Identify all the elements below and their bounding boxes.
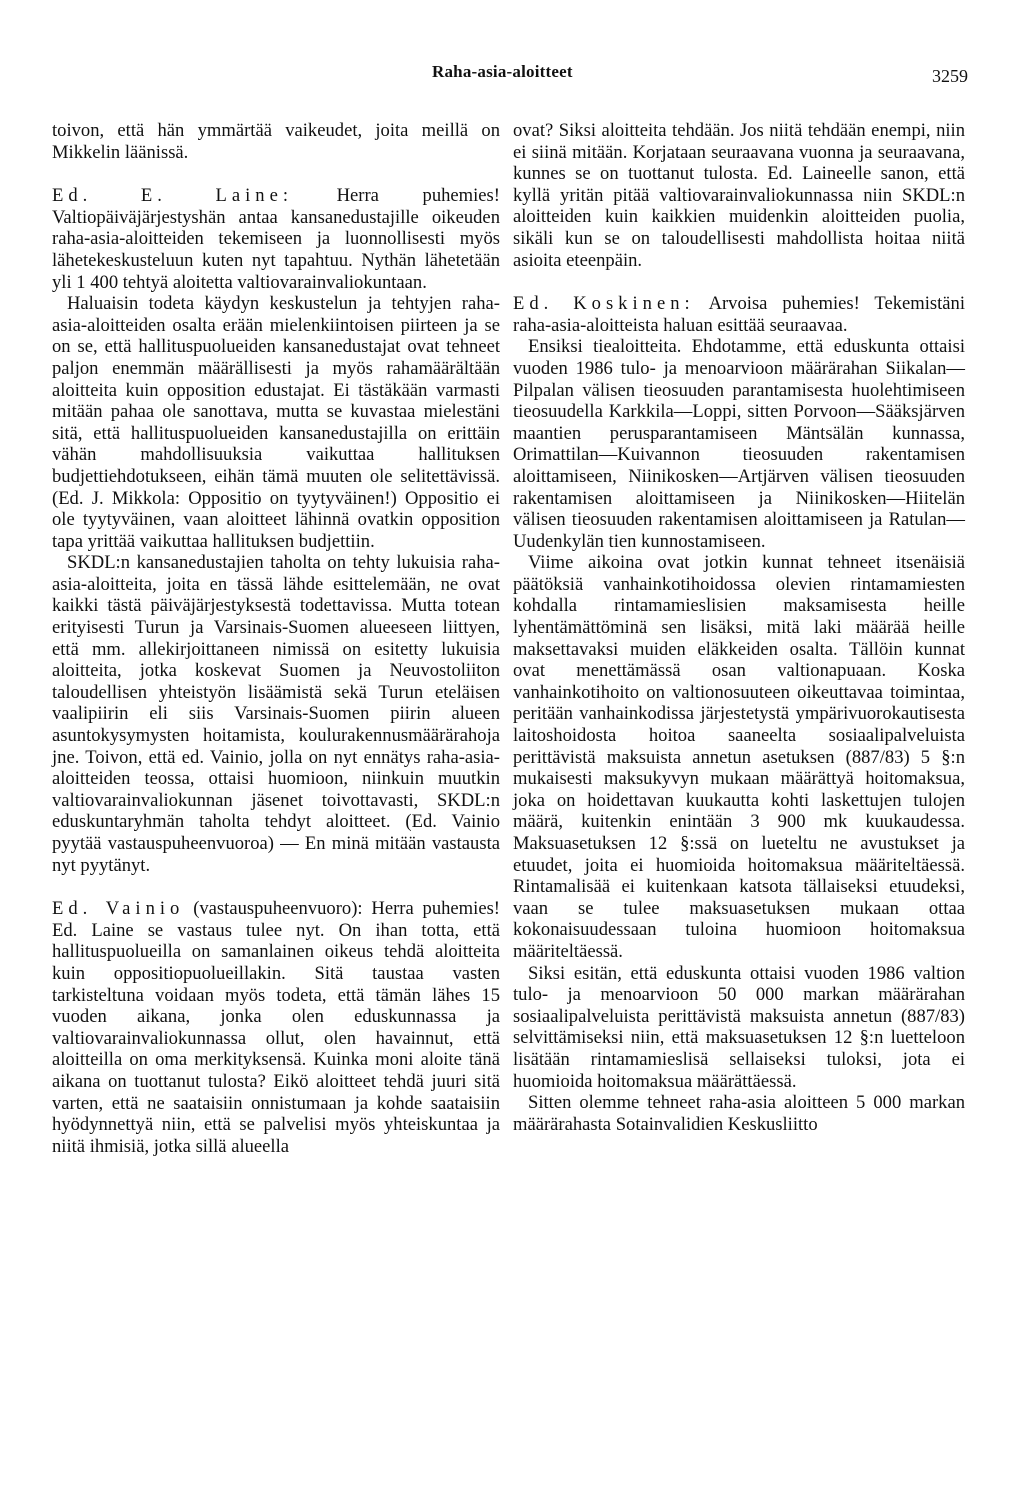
left-column xyxy=(52,120,500,1157)
page-number: 3259 xyxy=(932,66,968,86)
speech-paragraph xyxy=(52,898,500,1157)
right-column xyxy=(513,120,965,1135)
paragraph: SKDL:n kansanedustajien taholta on tehty lukuisia raha-asia-aloitteita, joita en tässä lähde esittelemään, ne ovat kaikki tästä päiväjärjestyksestä todettavissa. Mutta totean erityisesti Turun ja Varsinais-Suomen alueeseen liittyen, että mm. allekirjoittaneen nimissä on esitetty lukuisia aloitteita, jotka koskevat Suomen ja Neuvostoliiton taloudellisen yhteistyön lisäämistä sekä Turun eteläisen vaalipiirin eli siis Varsinais-Suomen piirin alueen asuntokysymysten hoitamista, koulurakennusmäärärahoja jne. Toivon, että ed. Vainio, jolla on nyt ennätys raha-asia-aloitteiden teossa, ottaisi huomioon, niinkuin muutkin valtiovarainvaliokunnan jäsenet toivottavasti, SKDL:n eduskuntaryhmän taholta tehdyt aloitteet. (Ed. Vainio pyytää vastauspuheenvuoroa) — En minä mitään vastausta nyt pyytänyt. xyxy=(52,552,500,876)
speaker-name: Ed. E. Laine: xyxy=(52,185,294,207)
paragraph: toivon, että hän ymmärtää vaikeudet, joita meillä on Mikkelin läänissä. xyxy=(52,120,500,163)
speaker-name: Ed. Koskinen: xyxy=(513,293,695,315)
speech-paragraph xyxy=(52,185,500,293)
page-header xyxy=(0,62,1024,92)
paragraph: Ensiksi tiealoitteita. Ehdotamme, että eduskunta ottaisi vuoden 1986 tulo- ja menoarvioon määrärahan Siikalan—Pilpalan välisen tieosuuden parantamisesta huolehtimiseen tieosuudella Karkkila—Loppi, sitten Porvoon—Sääksjärven maantien perusparantamiseen Mäntsälän kunnassa, Orimattilan—Kuivannon tieosuuden rakentamisen aloittamiseen, Niinikosken—Artjärven välisen tieosuuden rakentamisen aloittamiseen ja Niinikosken—Hiitelän välisen tieosuuden rakentamisen aloittamiseen ja Ratulan—Uudenkylän tien kunnostamiseen. xyxy=(513,336,965,552)
speech-text: Herra puhemies! Valtiopäiväjärjestyshän antaa kansanedustajille oikeuden raha-asia-aloitteiden tekemiseen ja luonnollisesti myös lähetekeskusteluun kuten nyt tapahtuu. Nythän lähetetään yli 1 400 tehtyä aloitetta valtiovarainvaliokuntaan. xyxy=(52,185,500,293)
speech-paragraph xyxy=(513,293,965,336)
speech-text: (vastauspuheenvuoro): Herra puhemies! Ed. Laine se vastaus tulee nyt. On ihan totta, että hallituspuolueilla on samanlainen oikeus tehdä aloitteita kuin oppositiopuolueillakin. Sitä taustaa vasten tarkisteltuna voidaan myös todeta, että tämän lähes 15 vuoden aikana, jonka olen eduskunnassa ja valtiovarainvaliokunnassa ollut, olen havainnut, että aloitteilla on oma merkityksensä. Kuinka moni aloite tänä aikana on tuottanut tulosta? Eikö aloitteet tehdä juuri sitä varten, että ne saataisiin onnistumaan ja kohde saataisiin hyödynnettyä niin, että se palvelisi myös yhteiskuntaa ja niitä ihmisiä, jotka sillä alueella xyxy=(52,898,500,1157)
running-title: Raha-asia-aloitteet xyxy=(432,62,573,81)
paragraph: Haluaisin todeta käydyn keskustelun ja tehtyjen raha-asia-aloitteiden osalta erään mielenkiintoisen piirteen ja se on se, että hallituspuolueiden kansanedustajat ovat tehneet paljon enemmän määrällisesti ja myös rahamäärältään aloitteita kuin opposition edustajat. Ei tästäkään varmasti mitään pahaa ole sanottava, mutta se kuvastaa mielestäni sitä, että hallituspuolueiden kansanedustajilla on erittäin vähän mahdollisuuksia vaikuttaa hallituksen budjettiehdotukseen, eihän tämä muuten ole selitettävissä. (Ed. J. Mikkola: Oppositio on tyytyväinen!) Oppositio ei ole tyytyväinen, vaan aloitteet lähinnä ovatkin opposition tapa yrittää vaikuttaa hallituksen budjettiin. xyxy=(52,293,500,552)
paragraph: Viime aikoina ovat jotkin kunnat tehneet itsenäisiä päätöksiä vanhainkotihoidossa olevien rintamamiesten kohdalla rintamamieslisien maksamisesta heille lyhentämättöminä sen lisäksi, mitä laki määrää heille maksettavaksi muiden eläkkeiden osalta. Tällöin kunnat ovat menettämässä osan valtionapuaan. Koska vanhainkotihoito on valtionosuuteen oikeuttavaa toimintaa, peritään vanhainkodissa järjestetystä ympärivuorokautisesta laitoshoidosta hoitoa saaneelta sosiaalipalveluista perittävistä maksuista annetun asetuksen (887/83) 5 §:n mukaisesti maksukyvyn mukaan määrättyä hoitomaksua, joka on hoidettavan kuukautta kohti laskettujen tulojen määrä, kuitenkin enintään 3 900 mk kuukaudessa. Maksuasetuksen 12 §:ssä on lueteltu ne avustukset ja etuudet, joita ei huomioida hoitomaksua määriteltäessä. Rintamalisää ei kuitenkaan katsota tällaiseksi etuudeksi, vaan se tulee maksuasetuksen mukaan ottaa kokonaisuudessaan tuloina huomioon hoitomaksua määriteltäessä. xyxy=(513,552,965,962)
speaker-name: Ed. Vainio xyxy=(52,898,185,920)
paragraph: Siksi esitän, että eduskunta ottaisi vuoden 1986 valtion tulo- ja menoarvioon 50 000 markan määrärahan sosiaalipalveluista perittävistä maksuista annetun (887/83) selvittämiseksi niin, että maksuasetuksen 12 §:n luetteloon lisätään rintamamieslisä sellaiseksi tuloksi, jota ei huomioida hoitomaksua määrättäessä. xyxy=(513,962,965,1092)
speech-text: Arvoisa puhemies! Tekemistäni raha-asia-aloitteista haluan esittää seuraavaa. xyxy=(513,293,966,336)
paragraph: Sitten olemme tehneet raha-asia aloitteen 5 000 markan määrärahasta Sotainvalidien Keskusliitto xyxy=(513,1092,965,1135)
paragraph: ovat? Siksi aloitteita tehdään. Jos niitä tehdään enempi, niin ei siinä mitään. Korjataan seuraavana vuonna ja seuraavana, kunnes se on tuottanut tulosta. Ed. Laineelle sanon, että kyllä yritän pitää valtiovarainvaliokunnassa niin SKDL:n aloitteiden kuin kaikkien muidenkin aloitteiden puolia, sikäli kun se on taloudellisesti mahdollista hoitaa niitä asioita eteenpäin. xyxy=(513,120,965,271)
